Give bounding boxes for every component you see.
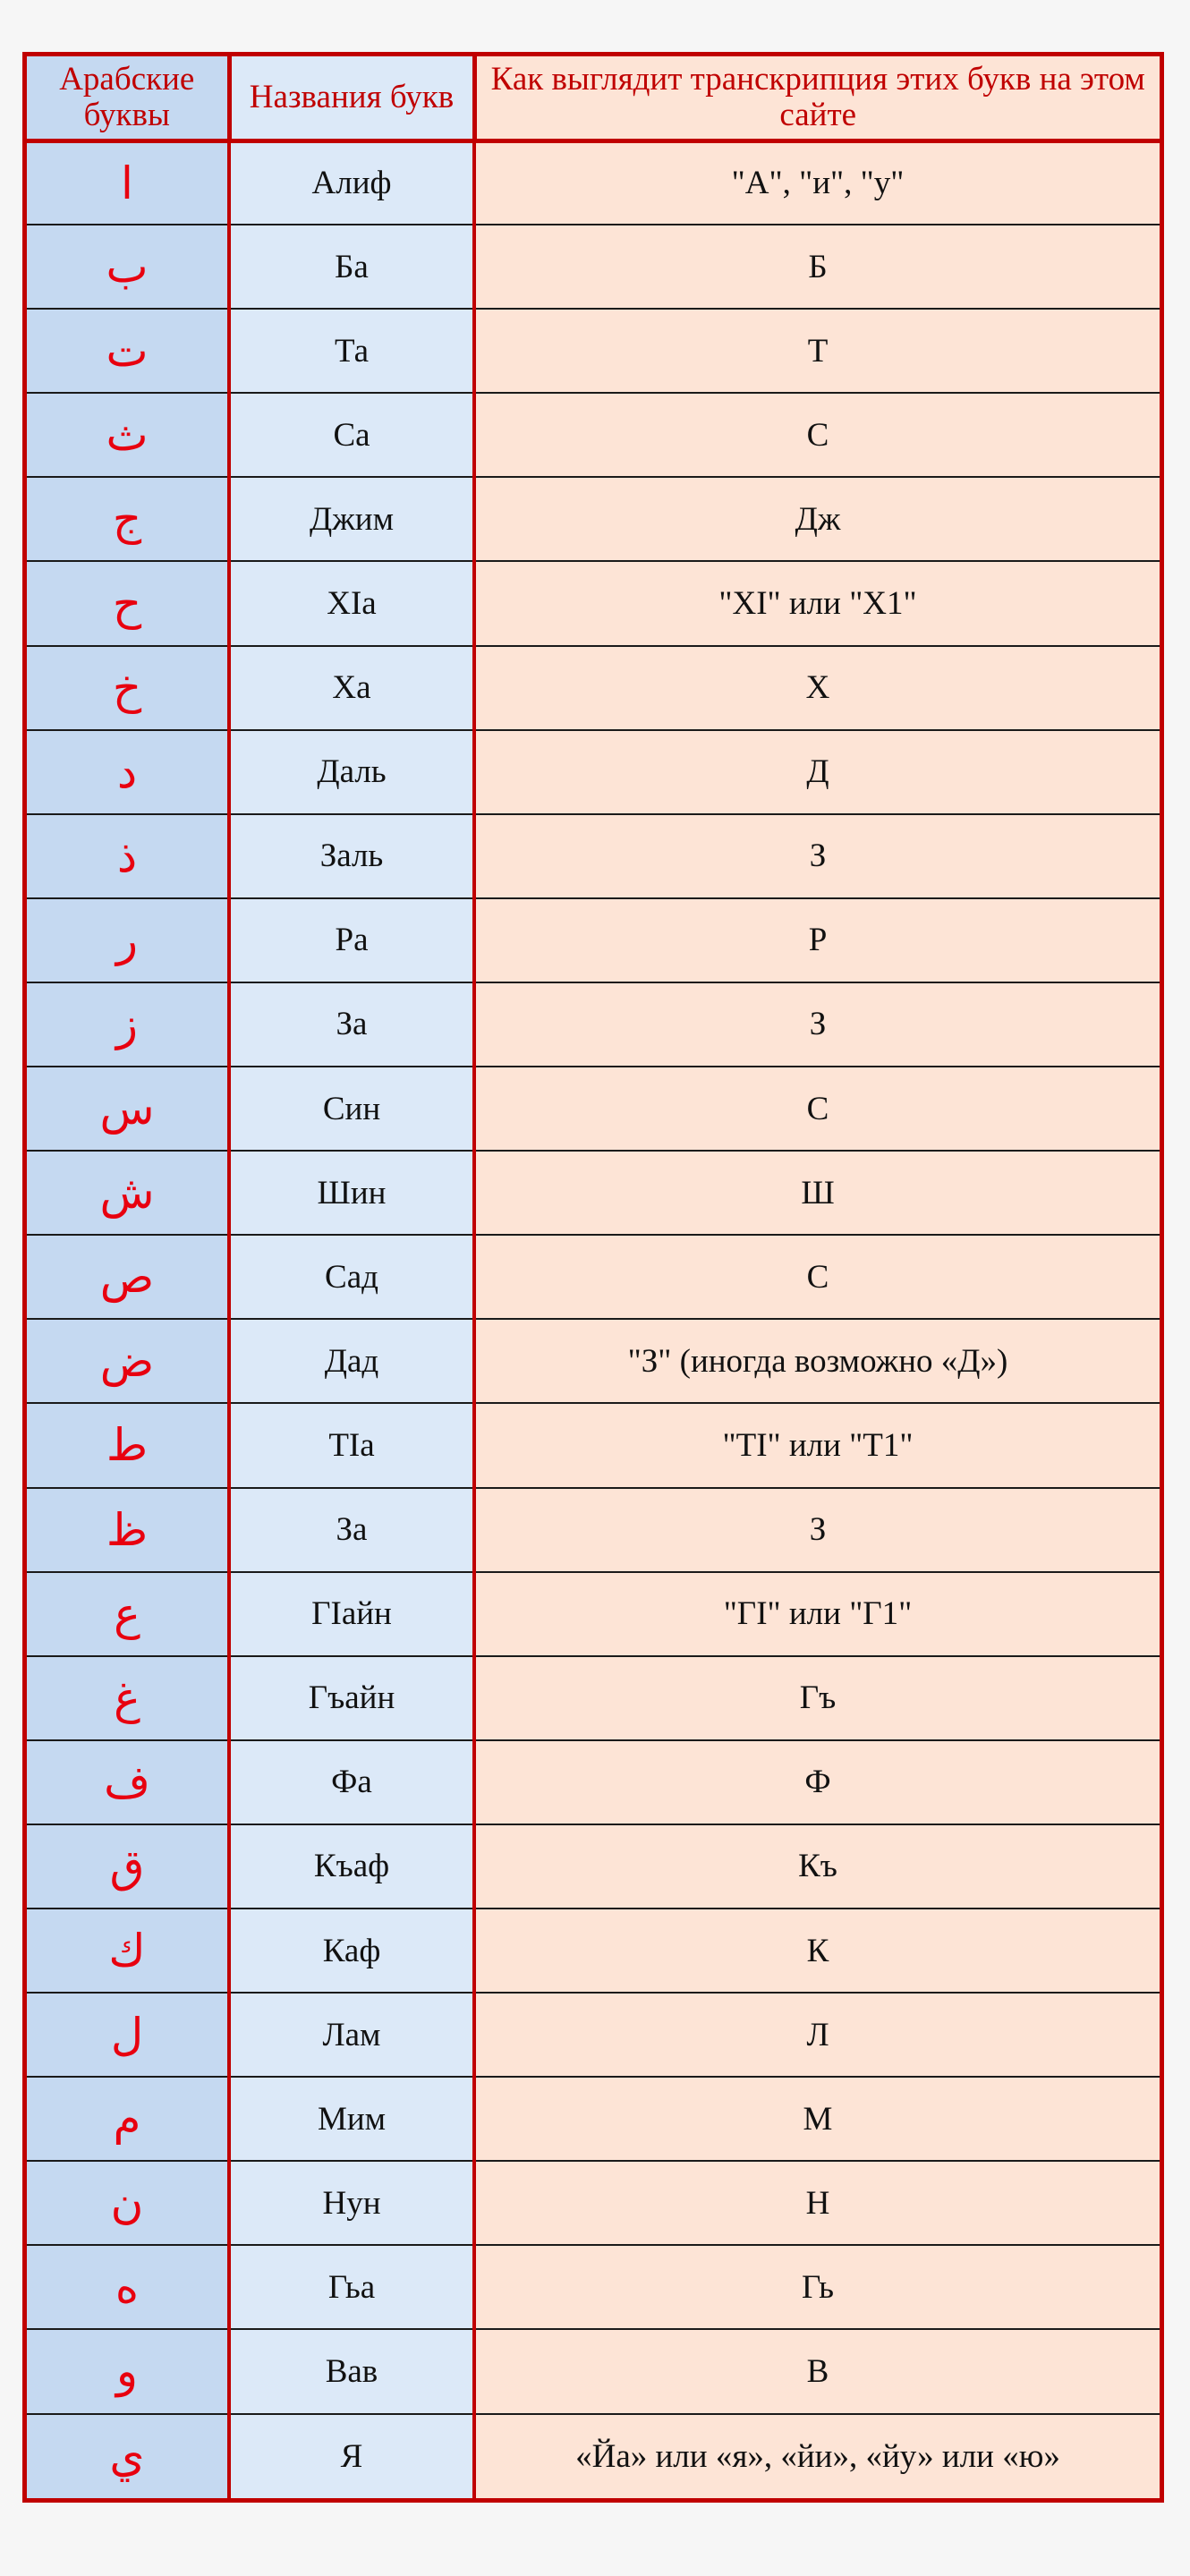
table-row <box>27 1067 1160 1151</box>
letter-name-cell: Мим <box>229 2077 474 2161</box>
table-row <box>27 2329 1160 2413</box>
table-row <box>27 2414 1160 2498</box>
transcription-cell: Ш <box>474 1151 1160 1235</box>
header-arabic-letters: Арабские буквы <box>27 56 229 140</box>
arabic-letter-cell: ع <box>27 1572 229 1656</box>
letter-name-cell: Даль <box>229 730 474 814</box>
letter-name-cell: Син <box>229 1067 474 1151</box>
table-row <box>27 1151 1160 1235</box>
letter-name-cell: Ба <box>229 225 474 309</box>
letter-name-cell: Я <box>229 2414 474 2498</box>
transcription-cell: Дж <box>474 477 1160 561</box>
arabic-letter-cell: ث <box>27 393 229 477</box>
arabic-letter-cell: و <box>27 2329 229 2413</box>
table-row <box>27 393 1160 477</box>
table-row <box>27 1824 1160 1909</box>
table-row <box>27 1656 1160 1740</box>
table-row <box>27 1319 1160 1403</box>
transcription-cell: С <box>474 393 1160 477</box>
letter-name-cell: Сад <box>229 1235 474 1319</box>
header-transcription: Как выглядит транскрипция этих букв на этом сайте <box>474 56 1160 140</box>
table-row <box>27 2077 1160 2161</box>
letter-name-cell: Ха <box>229 646 474 730</box>
letter-name-cell: Та <box>229 309 474 393</box>
letter-name-cell: Каф <box>229 1909 474 1993</box>
header-letter-names: Названия букв <box>229 56 474 140</box>
table-row <box>27 1235 1160 1319</box>
arabic-letter-cell: ر <box>27 898 229 982</box>
arabic-letter-cell: د <box>27 730 229 814</box>
transcription-cell: "З" (иногда возможно «Д») <box>474 1319 1160 1403</box>
transcription-cell: З <box>474 1488 1160 1572</box>
arabic-letter-cell: ح <box>27 561 229 645</box>
transcription-cell: Гь <box>474 2245 1160 2329</box>
letter-name-cell: Ра <box>229 898 474 982</box>
transcription-cell: Къ <box>474 1824 1160 1909</box>
table-row <box>27 561 1160 645</box>
arabic-letter-cell: ج <box>27 477 229 561</box>
transcription-cell: "ТI" или "Т1" <box>474 1403 1160 1487</box>
transcription-cell: З <box>474 814 1160 898</box>
letter-name-cell: За <box>229 1488 474 1572</box>
table-row <box>27 2161 1160 2245</box>
arabic-letter-cell: ي <box>27 2414 229 2498</box>
table-row <box>27 814 1160 898</box>
arabic-letter-cell: ط <box>27 1403 229 1487</box>
table-row <box>27 140 1160 225</box>
table-body <box>27 140 1160 2498</box>
letter-name-cell: Фа <box>229 1740 474 1824</box>
table-row <box>27 309 1160 393</box>
table-row <box>27 1572 1160 1656</box>
letter-name-cell: ТIа <box>229 1403 474 1487</box>
table-row <box>27 1740 1160 1824</box>
letter-name-cell: Шин <box>229 1151 474 1235</box>
letter-name-cell: ГIайн <box>229 1572 474 1656</box>
transcription-cell: Н <box>474 2161 1160 2245</box>
arabic-letter-cell: ش <box>27 1151 229 1235</box>
arabic-letter-cell: ب <box>27 225 229 309</box>
arabic-letter-cell: ن <box>27 2161 229 2245</box>
letter-name-cell: Нун <box>229 2161 474 2245</box>
transcription-cell: "ГI" или "Г1" <box>474 1572 1160 1656</box>
table-row <box>27 982 1160 1067</box>
letter-name-cell: Вав <box>229 2329 474 2413</box>
letter-name-cell: ХIа <box>229 561 474 645</box>
arabic-letter-cell: س <box>27 1067 229 1151</box>
transcription-cell: Х <box>474 646 1160 730</box>
table-header-row <box>27 56 1160 140</box>
table-row <box>27 730 1160 814</box>
table-row <box>27 646 1160 730</box>
arabic-letter-cell: ت <box>27 309 229 393</box>
letter-name-cell: Алиф <box>229 140 474 225</box>
transcription-cell: М <box>474 2077 1160 2161</box>
letter-name-cell: Гьа <box>229 2245 474 2329</box>
table-row <box>27 2245 1160 2329</box>
table-row <box>27 1488 1160 1572</box>
transcription-cell: С <box>474 1235 1160 1319</box>
transcription-cell: В <box>474 2329 1160 2413</box>
arabic-letter-cell: ص <box>27 1235 229 1319</box>
arabic-letter-cell: ز <box>27 982 229 1067</box>
arabic-letter-cell: ف <box>27 1740 229 1824</box>
arabic-letter-cell: خ <box>27 646 229 730</box>
letter-name-cell: Лам <box>229 1993 474 2077</box>
arabic-letter-cell: ا <box>27 140 229 225</box>
table-row <box>27 898 1160 982</box>
transcription-cell: "А", "и", "у" <box>474 140 1160 225</box>
transcription-cell: З <box>474 982 1160 1067</box>
transcription-cell: Гъ <box>474 1656 1160 1740</box>
letter-name-cell: Дад <box>229 1319 474 1403</box>
transcription-cell: Д <box>474 730 1160 814</box>
table-row <box>27 1909 1160 1993</box>
table-row <box>27 477 1160 561</box>
transcription-cell: «Йа» или «я», «йи», «йу» или «ю» <box>474 2414 1160 2498</box>
transcription-cell: Л <box>474 1993 1160 2077</box>
arabic-letter-cell: ذ <box>27 814 229 898</box>
transcription-cell: Б <box>474 225 1160 309</box>
letter-name-cell: Гъайн <box>229 1656 474 1740</box>
arabic-letter-cell: م <box>27 2077 229 2161</box>
transcription-cell: К <box>474 1909 1160 1993</box>
table-row <box>27 225 1160 309</box>
letter-name-cell: За <box>229 982 474 1067</box>
arabic-letter-cell: ق <box>27 1824 229 1909</box>
table-row <box>27 1403 1160 1487</box>
arabic-letter-cell: ك <box>27 1909 229 1993</box>
arabic-letter-cell: ظ <box>27 1488 229 1572</box>
letter-name-cell: Са <box>229 393 474 477</box>
arabic-alphabet-table <box>27 56 1160 2498</box>
transcription-cell: "ХI" или "Х1" <box>474 561 1160 645</box>
arabic-letter-cell: ض <box>27 1319 229 1403</box>
transcription-cell: Ф <box>474 1740 1160 1824</box>
letter-name-cell: Къаф <box>229 1824 474 1909</box>
alphabet-table-frame <box>22 52 1164 2503</box>
transcription-cell: Т <box>474 309 1160 393</box>
transcription-cell: С <box>474 1067 1160 1151</box>
arabic-letter-cell: ل <box>27 1993 229 2077</box>
arabic-letter-cell: غ <box>27 1656 229 1740</box>
letter-name-cell: Джим <box>229 477 474 561</box>
letter-name-cell: Заль <box>229 814 474 898</box>
table-row <box>27 1993 1160 2077</box>
transcription-cell: Р <box>474 898 1160 982</box>
arabic-letter-cell: ه <box>27 2245 229 2329</box>
